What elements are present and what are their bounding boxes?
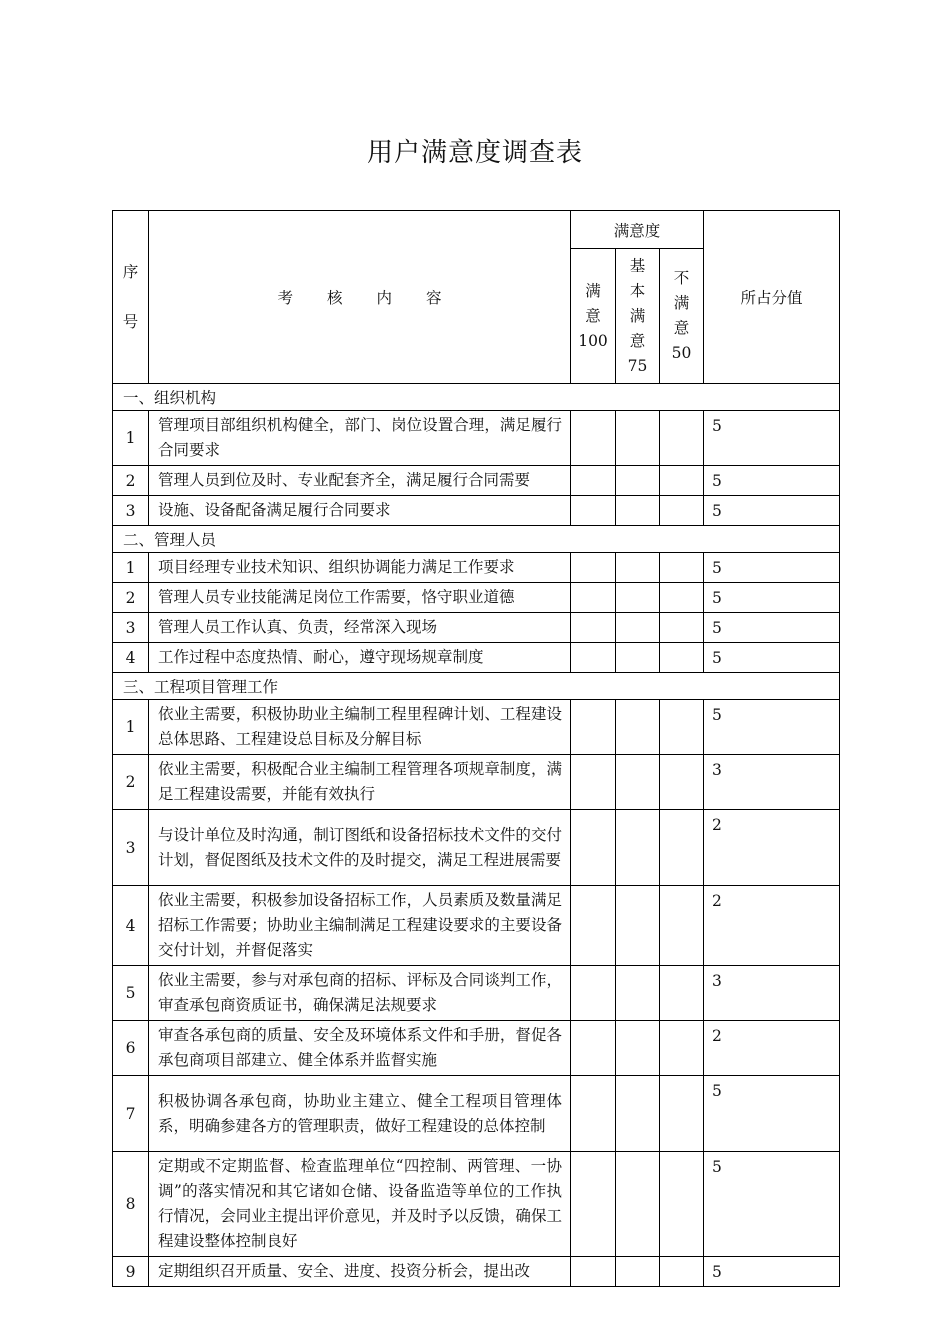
unsatisfied-check-cell[interactable] [660,613,704,643]
table-row [113,553,840,583]
header-char: 意 [585,306,601,325]
basic-satisfied-check-cell[interactable] [616,810,660,886]
satisfied-check-cell[interactable] [571,700,616,755]
satisfied-check-cell[interactable] [571,613,616,643]
row-content: 依业主需要，积极协助业主编制工程里程碑计划、工程建设总体思路、工程建设总目标及分解目标 [149,700,571,755]
row-score: 5 [704,1152,840,1257]
satisfied-check-cell[interactable] [571,411,616,466]
row-content: 依业主需要，参与对承包商的招标、评标及合同谈判工作，审查承包商资质证书，确保满足法规要求 [149,966,571,1021]
unsatisfied-check-cell[interactable] [660,1021,704,1076]
unsatisfied-check-cell[interactable] [660,1152,704,1257]
row-number: 5 [113,966,149,1021]
header-char: 本 [629,281,646,300]
satisfied-check-cell[interactable] [571,1257,616,1287]
table-row [113,1152,840,1257]
unsatisfied-check-cell[interactable] [660,643,704,673]
header-char: 满 [673,294,690,312]
header-char: 不 [673,269,690,287]
table-row [113,466,840,496]
row-number: 2 [113,466,149,496]
table-row [113,700,840,755]
row-score: 5 [704,1257,840,1287]
row-number: 8 [113,1152,149,1257]
basic-satisfied-check-cell[interactable] [616,886,660,966]
row-score: 5 [704,583,840,613]
basic-satisfied-check-cell[interactable] [616,1021,660,1076]
row-content: 定期或不定期监督、检查监理单位“四控制、两管理、一协调”的落实情况和其它诸如仓储、设备监造等单位的工作执行情况，会同业主提出评价意见，并及时予以反馈，确保工程建设整体控制良好 [149,1152,571,1257]
header-no-char: 号 [122,313,139,331]
row-number: 1 [113,411,149,466]
section-title: 一、组织机构 [113,384,840,411]
header-char: 50 [671,344,692,362]
header-char: 75 [627,356,648,375]
basic-satisfied-check-cell[interactable] [616,466,660,496]
basic-satisfied-check-cell[interactable] [616,613,660,643]
satisfied-check-cell[interactable] [571,810,616,886]
table-row [113,810,840,886]
row-score: 5 [704,466,840,496]
row-number: 4 [113,643,149,673]
satisfied-check-cell[interactable] [571,496,616,526]
header-unsatisfied [660,249,704,384]
row-score: 2 [704,886,840,966]
unsatisfied-check-cell[interactable] [660,496,704,526]
satisfied-check-cell[interactable] [571,643,616,673]
unsatisfied-check-cell[interactable] [660,553,704,583]
header-score: 所占分值 [704,211,840,384]
row-number: 9 [113,1257,149,1287]
survey-table [112,210,840,1287]
satisfied-check-cell[interactable] [571,886,616,966]
row-score: 3 [704,755,840,810]
satisfied-check-cell[interactable] [571,466,616,496]
row-content: 管理人员到位及时、专业配套齐全，满足履行合同需要 [149,466,571,496]
header-char: 100 [578,331,608,350]
row-score: 2 [704,1021,840,1076]
unsatisfied-check-cell[interactable] [660,1076,704,1152]
section-title: 二、管理人员 [113,526,840,553]
row-number: 3 [113,496,149,526]
row-score: 5 [704,613,840,643]
table-row [113,1257,840,1287]
table-row [113,496,840,526]
section-title: 三、工程项目管理工作 [113,673,840,700]
basic-satisfied-check-cell[interactable] [616,411,660,466]
row-number: 3 [113,613,149,643]
header-char: 满 [629,306,646,325]
row-content: 积极协调各承包商，协助业主建立、健全工程项目管理体系，明确参建各方的管理职责，做好工程建设的总体控制 [149,1076,571,1152]
row-content: 工作过程中态度热情、耐心，遵守现场规章制度 [149,643,571,673]
satisfied-check-cell[interactable] [571,1076,616,1152]
header-no-cell [113,211,149,384]
unsatisfied-check-cell[interactable] [660,755,704,810]
basic-satisfied-check-cell[interactable] [616,553,660,583]
unsatisfied-check-cell[interactable] [660,886,704,966]
header-char: 意 [673,319,690,337]
basic-satisfied-check-cell[interactable] [616,755,660,810]
header-basic-satisfied [616,249,660,384]
row-content: 管理人员专业技能满足岗位工作需要，恪守职业道德 [149,583,571,613]
table-row [113,411,840,466]
satisfied-check-cell[interactable] [571,553,616,583]
basic-satisfied-check-cell[interactable] [616,496,660,526]
header-content-cell [149,211,571,384]
section-row [113,526,840,553]
row-score: 5 [704,1076,840,1152]
unsatisfied-check-cell[interactable] [660,583,704,613]
satisfied-check-cell[interactable] [571,1021,616,1076]
row-score: 5 [704,700,840,755]
basic-satisfied-check-cell[interactable] [616,1076,660,1152]
row-number: 6 [113,1021,149,1076]
table-row [113,1076,840,1152]
row-score: 5 [704,643,840,673]
table-row [113,886,840,966]
section-row [113,384,840,411]
row-score: 5 [704,411,840,466]
header-char: 基 [629,256,646,275]
unsatisfied-check-cell[interactable] [660,466,704,496]
satisfied-check-cell[interactable] [571,1152,616,1257]
row-content: 管理项目部组织机构健全，部门、岗位设置合理，满足履行合同要求 [149,411,571,466]
row-content: 与设计单位及时沟通，制订图纸和设备招标技术文件的交付计划，督促图纸及技术文件的及时提交，满足工程进展需要 [149,810,571,886]
unsatisfied-check-cell[interactable] [660,966,704,1021]
header-no-char: 序 [122,263,139,281]
row-score: 5 [704,553,840,583]
header-satisfaction: 满意度 [571,211,704,249]
row-number: 1 [113,700,149,755]
header-satisfied [571,249,616,384]
row-content: 依业主需要，积极参加设备招标工作，人员素质及数量满足招标工作需要；协助业主编制满足工程建设要求的主要设备交付计划，并督促落实 [149,886,571,966]
unsatisfied-check-cell[interactable] [660,411,704,466]
header-char: 满 [585,281,601,300]
row-content: 依业主需要，积极配合业主编制工程管理各项规章制度，满足工程建设需要，并能有效执行 [149,755,571,810]
basic-satisfied-check-cell[interactable] [616,583,660,613]
table-row [113,583,840,613]
row-number: 3 [113,810,149,886]
section-row [113,673,840,700]
row-content: 定期组织召开质量、安全、进度、投资分析会，提出改 [149,1257,571,1287]
row-score: 5 [704,496,840,526]
row-number: 2 [113,755,149,810]
satisfied-check-cell[interactable] [571,583,616,613]
unsatisfied-check-cell[interactable] [660,700,704,755]
table-row [113,613,840,643]
row-content: 审查各承包商的质量、安全及环境体系文件和手册，督促各承包商项目部建立、健全体系并监督实施 [149,1021,571,1076]
table-row [113,966,840,1021]
basic-satisfied-check-cell[interactable] [616,1257,660,1287]
row-number: 7 [113,1076,149,1152]
table-row [113,755,840,810]
unsatisfied-check-cell[interactable] [660,810,704,886]
row-number: 1 [113,553,149,583]
header-char: 意 [629,331,646,350]
basic-satisfied-check-cell[interactable] [616,700,660,755]
row-content: 设施、设备配备满足履行合同要求 [149,496,571,526]
header-content-label: 考核内容 [277,289,476,307]
basic-satisfied-check-cell[interactable] [616,643,660,673]
row-score: 3 [704,966,840,1021]
document-title: 用户满意度调查表 [366,138,583,168]
unsatisfied-check-cell[interactable] [660,1257,704,1287]
satisfied-check-cell[interactable] [571,755,616,810]
table-row [113,1021,840,1076]
satisfied-check-cell[interactable] [571,966,616,1021]
table-row [113,643,840,673]
row-score: 2 [704,810,840,886]
row-content: 项目经理专业技术知识、组织协调能力满足工作要求 [149,553,571,583]
row-content: 管理人员工作认真、负责，经常深入现场 [149,613,571,643]
row-number: 4 [113,886,149,966]
basic-satisfied-check-cell[interactable] [616,966,660,1021]
row-number: 2 [113,583,149,613]
basic-satisfied-check-cell[interactable] [616,1152,660,1257]
